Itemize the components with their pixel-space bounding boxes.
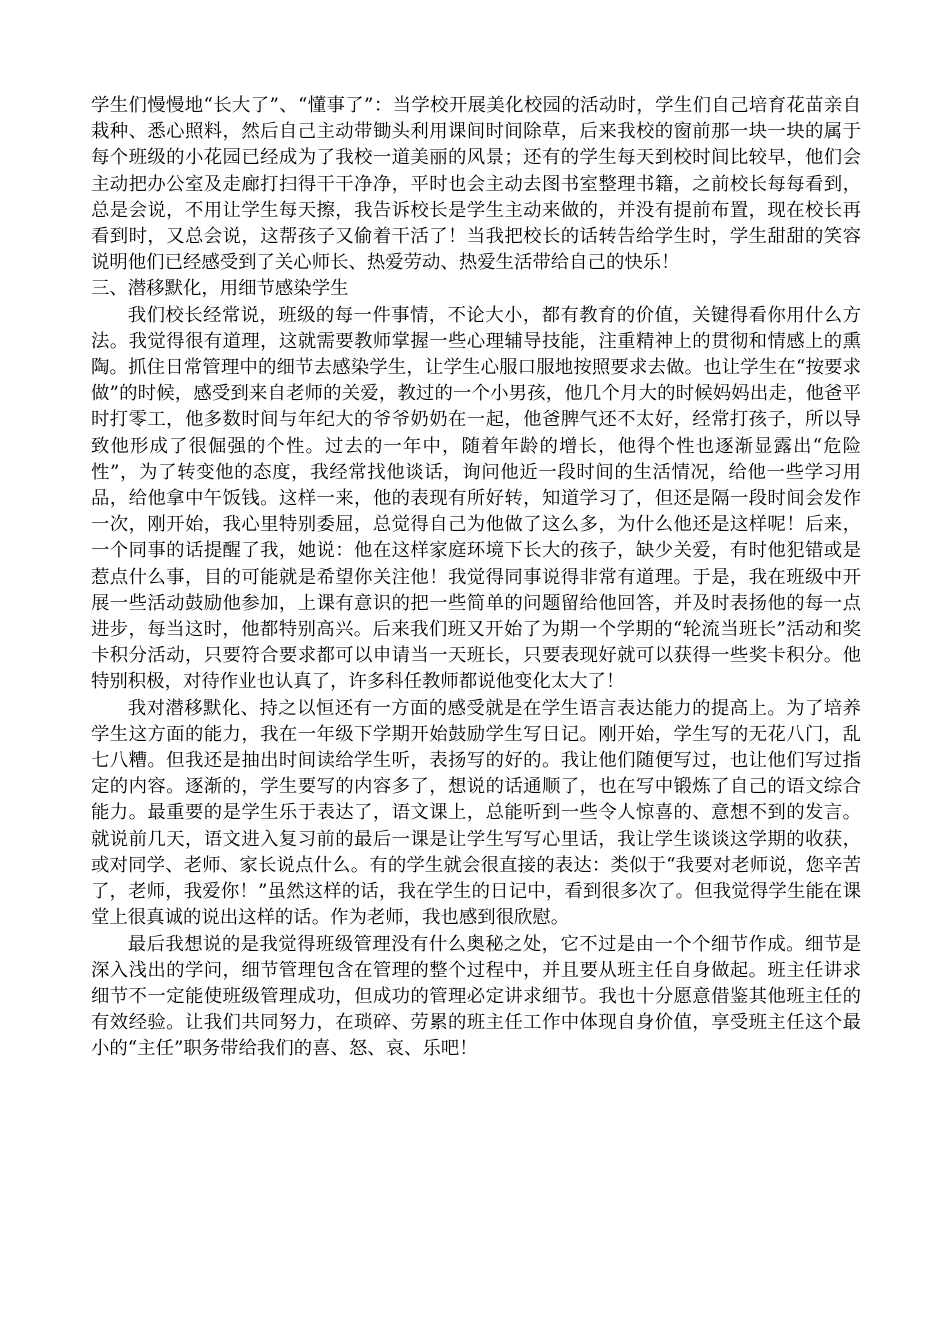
section-heading-3: 三、潜移默化，用细节感染学生 bbox=[91, 278, 349, 300]
paragraph-language-expression: 我对潜移默化、持之以恒还有一方面的感受就是在学生语言表达能力的提高上。为了培养学生这方面的能力，我在一年级下学期开始鼓励学生写日记。刚开始，学生写的无花八门，乱七八糟。但我还是抽出时间读给学生听，表扬写的好的。我让他们随便写过，也让他们写过指定的内容。逐渐的，学生要写的内容多了，想说的话通顺了，也在写中锻炼了自己的语文综合能力。最重要的是学生乐于表达了，语文课上，总能听到一些令人惊喜的、意想不到的发言。就说前几天，语文进入复习前的最后一课是让学生写写心里话，我让学生谈谈这学期的收获，或对同学、老师、家长说点什么。有的学生就会很直接的表达：类似于“我要对老师说，您辛苦了，老师，我爱你！”虽然这样的话，我在学生的日记中，看到很多次了。但我觉得学生能在课堂上很真诚的说出这样的话。作为老师，我也感到很欣慰。 bbox=[91, 697, 861, 929]
paragraph-conclusion: 最后我想说的是我觉得班级管理没有什么奥秘之处，它不过是由一个个细节作成。细节是深入浅出的学问，细节管理包含在管理的整个过程中，并且要从班主任自身做起。班主任讲求细节不一定能使班级管理成功，但成功的管理必定讲求细节。我也十分愿意借鉴其他班主任的有效经验。让我们共同努力，在琐碎、劳累的班主任工作中体现自身价值，享受班主任这个最小的“主任”职务带给我们的喜、怒、哀、乐吧！ bbox=[91, 933, 861, 1060]
paragraph-principal-saying: 我们校长经常说，班级的每一件事情，不论大小，都有教育的价值，关键得看你用什么方法。我觉得很有道理，这就需要教师掌握一些心理辅导技能，注重精神上的贯彻和情感上的熏陶。抓住日常管理中的细节去感染学生，让学生心服口服地按照要求去做。也让学生在“按要求做”的时候，感受到来自老师的关爱，教过的一个小男孩，他几个月大的时候妈妈出走，他爸平时打零工，他多数时间与年纪大的爷爷奶奶在一起，他爸脾气还不太好，经常打孩子，所以导致他形成了很倔强的个性。过去的一年中，随着年龄的增长，他得个性也逐渐显露出“危险性”，为了转变他的态度，我经常找他谈话，询问他近一段时间的生活情况，给他一些学习用品，给他拿中午饭钱。这样一来，他的表现有所好转，知道学习了，但还是隔一段时间会发作一次，刚开始，我心里特别委屈，总觉得自己为他做了这么多，为什么他还是这样呢！后来，一个同事的话提醒了我，她说：他在这样家庭环境下长大的孩子，缺少关爱，有时他犯错或是惹点什么事，目的可能就是希望你关注他！我觉得同事说得非常有道理。于是，我在班级中开展一些活动鼓励他参加，上课有意识的把一些简单的问题留给他回答，并及时表扬他的每一点进步，每当这时，他都特别高兴。后来我们班又开始了为期一个学期的“轮流当班长”活动和奖卡积分活动，只要符合要求都可以申请当一天班长，只要表现好就可以获得一些奖卡积分。他特别积极，对待作业也认真了，许多科任教师都说他变化太大了！ bbox=[91, 304, 861, 693]
paragraph-student-growth: 学生们慢慢地“长大了”、“懂事了”：当学校开展美化校园的活动时，学生们自己培育花苗亲自栽种、悉心照料，然后自己主动带锄头利用课间时间除草，后来我校的窗前那一块一块的属于每个班级的小花园已经成为了我校一道美丽的风景；还有的学生每天到校时间比较早，他们会主动把办公室及走廊打扫得干干净净，平时也会主动去图书室整理书籍，之前校长每每看到，总是会说，不用让学生每天擦，我告诉校长是学生主动来做的，并没有提前布置，现在校长再看到时，又总会说，这帮孩子又偷着干活了！当我把校长的话转告给学生时，学生甜甜的笑容说明他们已经感受到了关心师长、热爱劳动、热爱生活带给自己的快乐！ bbox=[91, 95, 861, 274]
document-body bbox=[91, 93, 861, 1063]
